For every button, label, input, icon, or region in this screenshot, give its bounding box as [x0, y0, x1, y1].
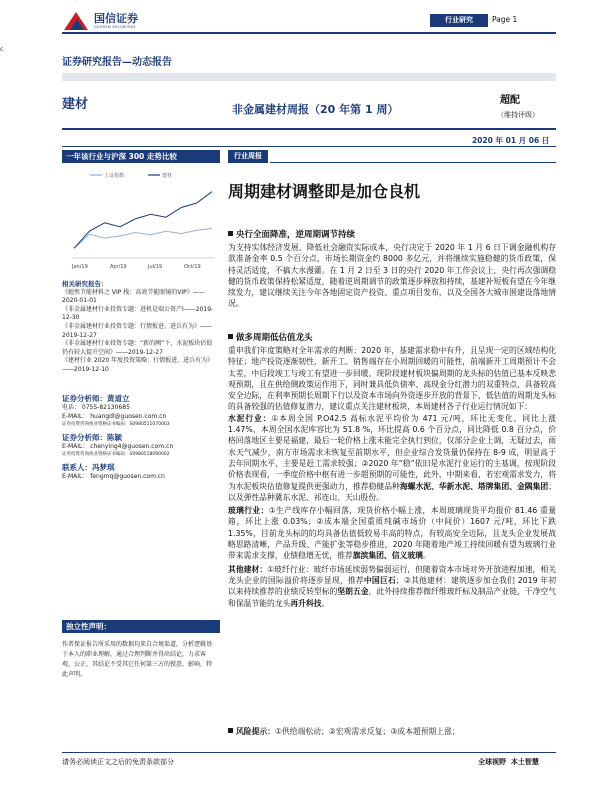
- cement-paragraph: 水泥行业：①本周全国 P.O42.5 高标水泥平均价为 471 元/吨，环比无变化，同比上涨 1.47%，本周全国水泥库容比为 51.8 %，环比提高 0.6 个百分点，同比降低 0.8 百分点，价格回落地区主要是福建，最后一轮价格上涨未能完全执行到位，仅部分企业上调，无疑过去，雨水天气减少，南方市场需求未恢复至前期水平，但企业综合发货量仍保持在 8-9 成，明显高于去年同期水平，主要是赶工需求较强；②2020 年“稳”依旧是水泥行业运行的主基调，按现阶段价格表现看，一季度价格中枢有进一步超预期的可能性，此外，中期来看，若宏观需求发力，将为水泥板块估值修复提供更强动力，推荐稳健品种海螺水泥、华新水泥、塔牌集团、金隅集团；以及弹性品种冀东水泥、祁连山、天山股份。: [228, 413, 557, 502]
- report-date: 2020 年 01 月 06 日: [472, 136, 550, 145]
- analyst-name: 陈颖: [107, 432, 122, 442]
- top-banner: 证券研究报告—动态报告: [62, 57, 172, 68]
- series-line-sector: [74, 192, 212, 249]
- banner-shade: [62, 73, 556, 81]
- analyst-name: 黄道立: [107, 394, 130, 403]
- related-item[interactable]: 《非金属建材行业投资专题：行情扳进、进兵有为》——2019-12-27: [62, 322, 213, 339]
- section-title: 央行全面降准，逆周期调节持续: [236, 230, 356, 240]
- performance-chart: [62, 166, 220, 274]
- guosen-logo-icon: [62, 10, 92, 32]
- title-rule: [62, 128, 556, 130]
- report-type-badge: 行业研究: [430, 14, 488, 27]
- x-tick-2: Jul/19: [148, 264, 163, 270]
- section-body: 重申我们年度策略对全年需求的判断：2020 年，基建需求稳中有升，且呈现一定的区域结构化特征；地产投资逐渐韧性，新开工、销售端存在小周期回暖的可能性，前端新开工周期预计不会太差，中后段竣工与竣工有望进一步回暖，现阶段建材板块偏周期的龙头标的估值已基本反映悲观预期，且在供给侧政策运作用下，同时兼具低负债率、高现金分红潜力的双重特点，具备较高安全边际，在利率预期长周期下行以及资本市场向外资逐步开放的背景下，低估值的周期龙头标的具备较强的估值修复潜力，建议重点关注建材板块，本周建材各子行业运行情况如下：: [228, 346, 556, 412]
- contact-role: 联系人：: [62, 462, 92, 472]
- analyst-role: 证券分析师：: [62, 394, 107, 403]
- contact-name: 冯梦琪: [92, 462, 115, 472]
- section-body: 为支持实体经济发展、降低社会融资实际成本，央行决定于 2020 年 1 月 6 日下调金融机构存款准备金率 0.5 个百分点，市场长期资金约 8000 多亿元，并将继续实施稳健的货币政策，保持灵活适度，不搞大水漫灌。在 1 月 2 日至 3 日的央行 2020 年工作会议上，央行再次强调稳健的货币政策保持松紧适度，随着逆周期调节的政策逐步释放和持续，基建补短板有望在今年继续发力，建议继续关注今年各地固定资产投资、重点项目发布，以及全国各大城市围建设落地情况。: [228, 243, 556, 309]
- related-research-title: 相关研究报告：: [62, 280, 108, 288]
- company-name-en: GUOSEN SECURITIES: [94, 25, 136, 29]
- contact-email[interactable]: E-MAIL： fengmq@guosen.com.cn: [62, 472, 165, 480]
- disclaimer-text: 作者保证报告所采用的数据均来自合规渠道，分析逻辑基于本人的职业理解，通过合理判断并得出结论，力求客观、公正，其结论不受其它任何第三方的授意、影响，特此声明。: [62, 641, 213, 678]
- legend-label-index: 上证指数: [104, 173, 125, 179]
- analyst-role: 证券分析师：: [62, 432, 107, 442]
- analyst-email[interactable]: E-MAIL： chenying4@guosen.com.cn: [62, 442, 174, 450]
- header-rule: [62, 32, 556, 34]
- footer-slogan: 全球视野 本土智慧: [478, 758, 539, 766]
- x-tick-3: Oct/19: [184, 264, 201, 270]
- other-paragraph: 其他建材：①玻纤行业：玻纤市场延续弱势偏弱运行，但随着资本市场对外开放进程加速，相关龙头企业的国际溢价将逐步显现，推荐中国巨石；②其他建材：建筑逐步加仓我们 2019 年初以来持续推荐的业绩反转型标的坚朗五金，此外持续推荐微纤维玻纤标及制品产业链，干净空气和保温节能的龙头再升科技。: [228, 564, 557, 608]
- analyst-block: [62, 393, 216, 482]
- bullet-icon: [228, 231, 233, 236]
- date-rule: [62, 146, 556, 147]
- section-1: [228, 228, 556, 310]
- company-logo: [62, 10, 92, 32]
- report-title: 非金属建材周报（20 年第 1 周）: [232, 103, 399, 116]
- performance-chart-svg: [62, 166, 220, 274]
- bullet-icon: [228, 334, 233, 339]
- section-2: [228, 331, 556, 609]
- footer-rule: [62, 752, 556, 753]
- analyst-email[interactable]: E-MAIL： huangdl@guosen.com.cn: [62, 412, 167, 420]
- left-edge-mark: c: [0, 46, 4, 53]
- headline: 周期建材调整即是加仓良机: [228, 182, 421, 201]
- chart-title: 一年该行业与沪深 300 走势比较: [62, 150, 220, 163]
- disclaimer-title: 独立性声明：: [62, 620, 220, 633]
- related-item[interactable]: 《非金属建材行业投资专题：进机是端公资产I——2019-12-30: [62, 305, 214, 322]
- analyst-phone: 电话： 0755-82130685: [62, 404, 130, 411]
- tag-rule: [270, 162, 556, 163]
- series-line-index: [74, 229, 212, 249]
- related-item[interactable]: 《建材行业 2020 年度投资策略：行情扳进，进兵有为》——2019-12-10: [62, 357, 214, 373]
- page-number: Page 1: [492, 15, 518, 24]
- rating-note: （维持评级）: [497, 111, 539, 119]
- related-item[interactable]: 《非金属建材行业投资专题：“新的阙”下，水泥板块估值仍有较大提升空间》——2019-12-27: [62, 340, 213, 356]
- risk-text: ①供给端松动；②宏观需求反复；③成本超预期上涨；: [274, 727, 460, 736]
- company-name: 国信证券: [94, 12, 138, 25]
- legend-label-sector: 建材: [162, 173, 173, 179]
- x-tick-0: Jan/19: [72, 264, 88, 270]
- risk-title: 风险提示：: [236, 727, 275, 736]
- analyst-cert: 证券投资咨询执业资格证书编码：S0980518090002: [62, 452, 170, 458]
- sector-name: 建材: [62, 97, 89, 112]
- rating: 超配: [500, 95, 520, 106]
- related-research: [62, 280, 216, 375]
- tag-badge: 行业周报: [228, 150, 268, 163]
- risk-warning: [228, 726, 556, 737]
- related-item[interactable]: 《她然节能材料之 VIP 栈：高效节能眼镜的VIP》——2020-01-01: [62, 288, 205, 305]
- glass-paragraph: 玻璃行业：①生产线库存小幅回落，现货价格小幅上涨，本周玻璃现货平均报价 81.46 重量箱，环比上涨 0.03%；②成本端全国重质纯碱市场价（中间价）1607 元/吨，环比下跌 1.35%，目前龙头标的的均具备估值低较易丰高的特点，有较高安全边际，且龙头企业发展战略思路清晰，产品升级、产能扩张等稳步推进，2020 年随着地产竣工持续回暖有望为玻璃行业带来需求支撑，业绩稳增无忧，推荐旗滨集团、信义玻璃。: [228, 506, 557, 561]
- x-tick-1: Apr/19: [110, 264, 127, 270]
- bullet-icon: [228, 728, 233, 733]
- footer-disclaimer: 请务必阅读正文之后的免责条款部分: [62, 758, 174, 766]
- section-title: 做多周期低估值龙头: [236, 333, 313, 343]
- analyst-cert: 证券投资咨询执业资格证书编码：S0980511070003: [62, 422, 170, 428]
